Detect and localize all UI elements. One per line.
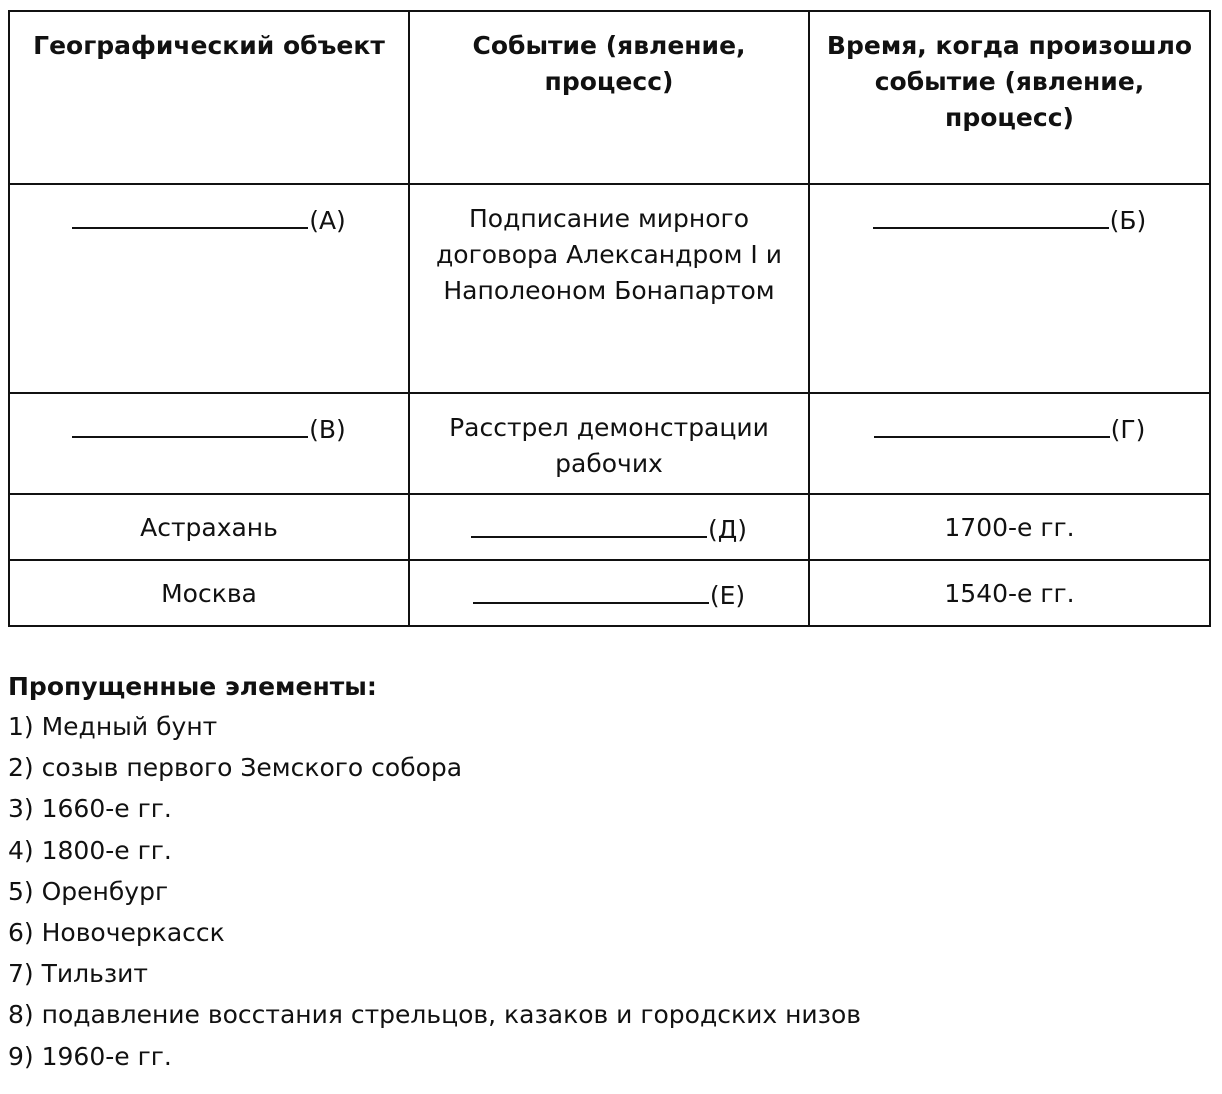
cell-time: 1700-е гг. <box>809 494 1210 560</box>
blank-label: (Е) <box>709 581 746 610</box>
missing-elements-title: Пропущенные элементы: <box>8 672 377 701</box>
list-item: 8) подавление восстания стрельцов, казаков и городских низов <box>8 1000 861 1030</box>
blank-label: (А) <box>309 206 346 235</box>
missing-elements-section <box>8 668 861 1077</box>
list-item: 1) Медный бунт <box>8 712 218 741</box>
table-row <box>9 560 1210 626</box>
header-geo-object: Географический объект <box>9 11 409 184</box>
cell-geo: Астрахань <box>9 494 409 560</box>
cell-event: Расстрел демонстрации рабочих <box>409 393 809 494</box>
answer-blank-line <box>471 510 707 538</box>
cell-time-blank-g[interactable] <box>809 393 1210 494</box>
blank-label: (Д) <box>707 515 748 544</box>
cell-event-blank-e[interactable] <box>409 560 809 626</box>
matching-table <box>8 10 1211 627</box>
answer-blank-line <box>72 410 308 438</box>
cell-event-blank-d[interactable] <box>409 494 809 560</box>
table-row <box>9 184 1210 393</box>
cell-geo-blank-v[interactable] <box>9 393 409 494</box>
answer-blank-line <box>874 410 1110 438</box>
blank-label: (В) <box>309 415 346 444</box>
list-item: 6) Новочеркасск <box>8 918 225 948</box>
list-item: 9) 1960-е гг. <box>8 1041 172 1071</box>
header-row <box>9 11 1210 184</box>
list-item: 5) Оренбург <box>8 876 169 906</box>
cell-time: 1540-е гг. <box>809 560 1210 626</box>
cell-event: Подписание мирного договора Александром I и Наполеоном Бонапартом <box>409 184 809 393</box>
answer-blank-line <box>473 576 709 604</box>
list-item: 7) Тильзит <box>8 959 148 989</box>
list-item: 4) 1800-е гг. <box>8 835 172 865</box>
list-item: 3) 1660-е гг. <box>8 794 172 824</box>
blank-label: (Г) <box>1110 415 1146 444</box>
table-row <box>9 393 1210 494</box>
cell-time-blank-b[interactable] <box>809 184 1210 393</box>
list-item: 2) созыв первого Земского собора <box>8 753 463 783</box>
table-row <box>9 494 1210 560</box>
cell-geo: Москва <box>9 560 409 626</box>
cell-geo-blank-a[interactable] <box>9 184 409 393</box>
answer-blank-line <box>72 201 308 229</box>
blank-label: (Б) <box>1109 206 1147 235</box>
header-time: Время, когда произошло событие (явление, процесс) <box>809 11 1210 184</box>
header-event: Событие (явление, процесс) <box>409 11 809 184</box>
answer-blank-line <box>873 201 1109 229</box>
